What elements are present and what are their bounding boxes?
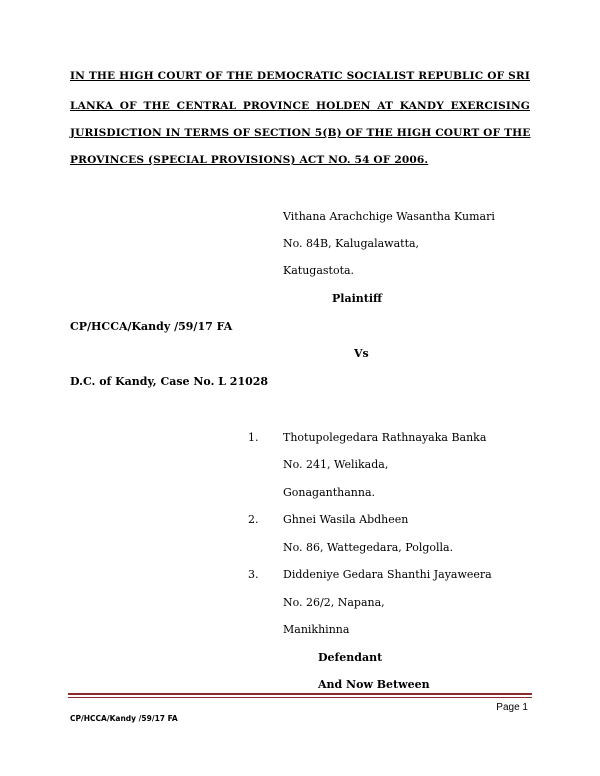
heading-line-2: LANKA OF THE CENTRAL PROVINCE HOLDEN AT KANDY EXERCISING: [70, 100, 530, 112]
defendant-address-line: No. 86, Wattegedara, Polgolla.: [283, 541, 454, 554]
defendant-address-line: Manikhinna: [283, 623, 350, 636]
defendant-address-line: No. 241, Welikada,: [283, 458, 389, 471]
page-number: Page 1: [496, 702, 528, 713]
and-now-between-label: And Now Between: [318, 678, 430, 691]
plaintiff-label: Plaintiff: [332, 292, 383, 305]
heading-line-1: IN THE HIGH COURT OF THE DEMOCRATIC SOCIALIST REPUBLIC OF SRI: [70, 70, 530, 82]
plaintiff-name: Vithana Arachchige Wasantha Kumari: [283, 210, 495, 223]
footer-divider-thin: [68, 697, 532, 698]
case-number: CP/HCCA/Kandy /59/17 FA: [70, 320, 233, 333]
defendant-name: Ghnei Wasila Abdheen: [283, 513, 409, 526]
defendant-number: 2.: [248, 513, 259, 526]
heading-line-4: PROVINCES (SPECIAL PROVISIONS) ACT NO. 54 OF 2006.: [70, 154, 429, 166]
defendant-name: Diddeniye Gedara Shanthi Jayaweera: [283, 568, 492, 581]
defendant-address-line: Gonaganthanna.: [283, 486, 376, 499]
defendant-label: Defendant: [318, 651, 383, 664]
defendant-number: 1.: [248, 431, 259, 444]
plaintiff-address-line: No. 84B, Kalugalawatta,: [283, 237, 420, 250]
footer-case-reference: CP/HCCA/Kandy /59/17 FA: [70, 714, 178, 723]
defendant-name: Thotupolegedara Rathnayaka Banka: [283, 431, 487, 444]
versus-label: Vs: [354, 347, 369, 360]
heading-line-3: JURISDICTION IN TERMS OF SECTION 5(B) OF THE HIGH COURT OF THE: [70, 127, 531, 139]
district-court-case: D.C. of Kandy, Case No. L 21028: [70, 375, 269, 388]
plaintiff-address-line: Katugastota.: [283, 264, 355, 277]
defendant-address-line: No. 26/2, Napana,: [283, 596, 385, 609]
defendant-number: 3.: [248, 568, 259, 581]
footer-divider: [68, 693, 532, 695]
